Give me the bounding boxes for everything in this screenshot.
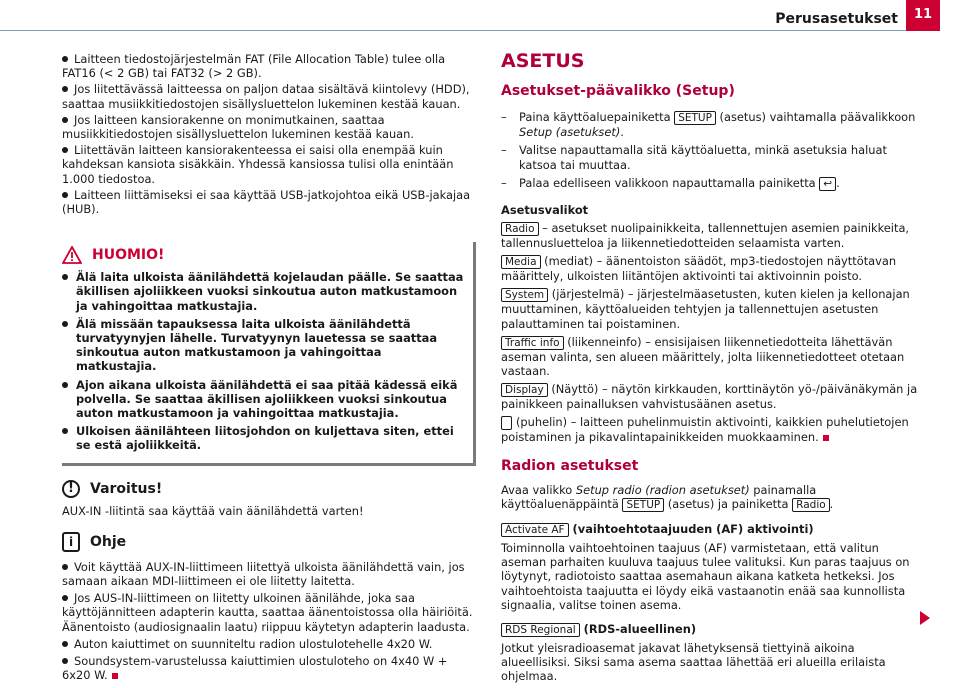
back-button-icon: ↩ <box>819 177 836 191</box>
rds-text: Jotkut yleisradioasemat jakavat lähetyksensä tiettyinä aikoina alueellisiksi. Siksi sama asema saattaa lähettää eri alueilla erilaista ohjelmaa. <box>501 641 886 684</box>
bullet-icon <box>62 428 68 434</box>
setting-radio: Radio – asetukset nuolipainikkeita, tallennettujen asemien painikkeita, tallennusluetteloa ja liikennetiedotteiden selaamista varten. <box>501 221 910 251</box>
section-end-marker <box>112 673 118 679</box>
list-item: Jos liitettävässä laitteessa on paljon dataa sisältävä kiintolevy (HDD), saattaa musiikkitiedostojen sisällysluettelon lukeminen kestää kauan. <box>62 82 470 111</box>
list-item: Auton kaiuttimet on suunniteltu radion ulostulotehelle 4x20 W. <box>62 637 476 651</box>
radio-button-label: Radio <box>792 498 830 512</box>
section-title: ASETUS <box>501 50 585 72</box>
list-item: Ulkoisen äänilähteen liitosjohdon on kuljettava siten, ettei se estä ajoliikkeitä. <box>62 424 465 452</box>
caution-title: Varoitus! <box>90 480 163 497</box>
bullet-icon <box>62 56 68 62</box>
exclamation-circle-icon: ! <box>62 480 80 498</box>
section-end-marker <box>823 435 829 441</box>
bullet-icon <box>62 595 68 601</box>
setting-system: System (järjestelmä) – järjestelmäasetusten, kuten kielen ja kellonajan muuttaminen, käyttöalueiden tehtyjen ja tallennettujen asetusten palauttaminen tai poistaminen. <box>501 287 910 331</box>
bullet-icon <box>62 382 68 388</box>
list-item: Liitettävän laitteen kansiorakenteessa ei saisi olla enempää kuin kahdeksan kansiota sisäkkäin. Yhdessä kansiossa tulisi olla enintään 1.000 tiedostoa. <box>62 143 454 186</box>
right-column <box>501 50 921 688</box>
list-item: Jos laitteen kansiorakenne on monimutkainen, saattaa musiikkitiedostojen sisällysluettelon lukeminen kestää kauan. <box>62 112 414 142</box>
phone-icon <box>501 416 512 430</box>
radio-settings-title: Radion asetukset <box>501 457 639 474</box>
bullet-icon <box>62 658 68 664</box>
next-page-arrow-icon <box>920 611 930 625</box>
list-item: Voit käyttää AUX-IN-liittimeen liitettyä ulkoista äänilähdettä vain, jos samaan aikaan MDI-liittimeen ei ole liitetty laitetta. <box>62 559 465 589</box>
radio-button-label: Radio <box>501 222 539 236</box>
bullet-icon <box>62 117 68 123</box>
system-button-label: System <box>501 288 548 302</box>
info-note-icon: i <box>62 532 80 552</box>
list-item: Jos AUS-IN-liittimeen on liitetty ulkoinen äänilähde, joka saa käyttöjännitteen adapterin kautta, saattaa äänentoistossa olla häiriöitä. Äänentoisto (audiosignaalin laatu) riippuu käytetyn adapterin laadusta. <box>62 591 473 634</box>
setting-display: Display (Näyttö) – näytön kirkkauden, korttinäytön yö-/päivänäkymän ja painikkeen painalluksen vahvistusäänen asetus. <box>501 382 918 412</box>
list-item: – Palaa edelliseen valikkoon napauttamalla painiketta ↩ . <box>501 175 840 190</box>
list-item: – Valitse napauttamalla sitä käyttöaluetta, minkä asetuksia haluat katsoa tai muuttaa. <box>501 143 887 172</box>
settings-heading: Asetusvalikot <box>501 202 589 217</box>
traffic-info-button-label: Traffic info <box>501 336 564 350</box>
left-column <box>62 52 476 686</box>
note-block <box>62 532 476 683</box>
warning-list <box>62 270 465 452</box>
setup-button-label: SETUP <box>674 111 716 125</box>
display-button-label: Display <box>501 383 548 397</box>
section-subtitle: Asetukset-päävalikko (Setup) <box>501 83 735 99</box>
setting-phone: (puhelin) – laitteen puhelinmuistin aktivointi, kaikkien puhelutietojen poistaminen ja pikavalintapainikkeiden muokkaaminen. <box>501 415 909 445</box>
header-rule <box>0 30 906 31</box>
af-text: Toiminnolla vaihtoehtoinen taajuus (AF) varmistetaan, että valitun aseman parhaiten kuuluva taajuus tulee valituksi. Kun paras taajuus on löytynyt, radiotoisto saattaa asemahaun aikana katketa hetkeksi. Jos vaihtoehtoista taajuutta ei löydy eikä vastaanotin enää saa kunnollista signaalia, valitse toinen asema. <box>501 541 910 612</box>
requirements-list <box>62 52 476 216</box>
list-item: Älä missään tapauksessa laita ulkoista äänilähdettä turvatyynyjen lähelle. Turvatyynyn lauetessa se saattaa sinkoutua auton matkustamoon ja vahingoittaa matkustajia. <box>62 317 465 374</box>
af-heading: Activate AF (vaihtoehtotaajuuden (AF) aktivointi) <box>501 522 921 537</box>
rds-regional-button-label: RDS Regional <box>501 623 580 637</box>
warning-box <box>62 242 476 465</box>
note-list <box>62 560 476 683</box>
list-item: – Paina käyttöaluepainiketta SETUP (asetus) vaihtamalla päävalikkoon Setup (asetukset). <box>501 110 916 140</box>
bullet-icon <box>62 274 68 280</box>
caution-block <box>62 480 476 518</box>
bullet-icon <box>62 321 68 327</box>
setup-steps <box>501 110 921 191</box>
bullet-icon <box>62 192 68 198</box>
warning-triangle-icon <box>62 246 82 264</box>
list-item: Laitteen tiedostojärjestelmän FAT (File Allocation Table) tulee olla FAT16 (< 2 GB) tai FAT32 (> 2 GB). <box>62 52 446 81</box>
running-header-title: Perusasetukset <box>775 11 898 27</box>
note-title: Ohje <box>90 533 127 550</box>
list-item: Soundsystem-varustelussa kaiuttimien ulostuloteho on 4x40 W + 6x20 W. <box>62 654 448 683</box>
list-item: Laitteen liittämiseksi ei saa käyttää USB-jatkojohtoa eikä USB-jakajaa (HUB). <box>62 187 471 217</box>
bullet-icon <box>62 147 68 153</box>
setting-media: Media (mediat) – äänentoiston säädöt, mp3-tiedostojen näyttötavan määrittely, ulkoisten liitäntöjen aktivointi tai aktivoinnin poisto. <box>501 254 897 284</box>
warning-header <box>62 246 465 264</box>
list-item: Älä laita ulkoista äänilähdettä kojelaudan päälle. Se saattaa äkillisen ajoliikkeen vuoksi sinkoutua auton matkustamoon ja vahingoittaa matkustajia. <box>62 270 465 313</box>
activate-af-button-label: Activate AF <box>501 523 569 537</box>
list-item: Ajon aikana ulkoista äänilähdettä ei saa pitää kädessä eikä polvella. Se saattaa äkillisen ajoliikkeen vuoksi sinkoutua auton matkustamoon ja vahingoittaa matkustajia. <box>62 378 465 421</box>
setting-traffic-info: Traffic info (liikenneinfo) – ensisijaisen liikennetiedotteita lähettävän aseman valinta, sen alueen määrittely, jolta liikennetiedotteet otetaan vastaan. <box>501 334 905 379</box>
bullet-icon <box>62 564 68 570</box>
warning-title: HUOMIO! <box>92 247 165 264</box>
rds-heading: RDS Regional (RDS-alueellinen) <box>501 622 921 637</box>
radio-intro: Avaa valikko Setup radio (radion asetukset) painamalla käyttöaluenäppäintä SETUP (asetus) ja painiketta Radio . <box>501 482 834 512</box>
setup-button-label: SETUP <box>622 498 664 512</box>
bullet-icon <box>62 86 68 92</box>
bullet-icon <box>62 641 68 647</box>
caution-text: AUX-IN -liitintä saa käyttää vain äänilähdettä varten! <box>62 503 364 518</box>
page-number: 11 <box>906 0 940 31</box>
media-button-label: Media <box>501 255 541 269</box>
